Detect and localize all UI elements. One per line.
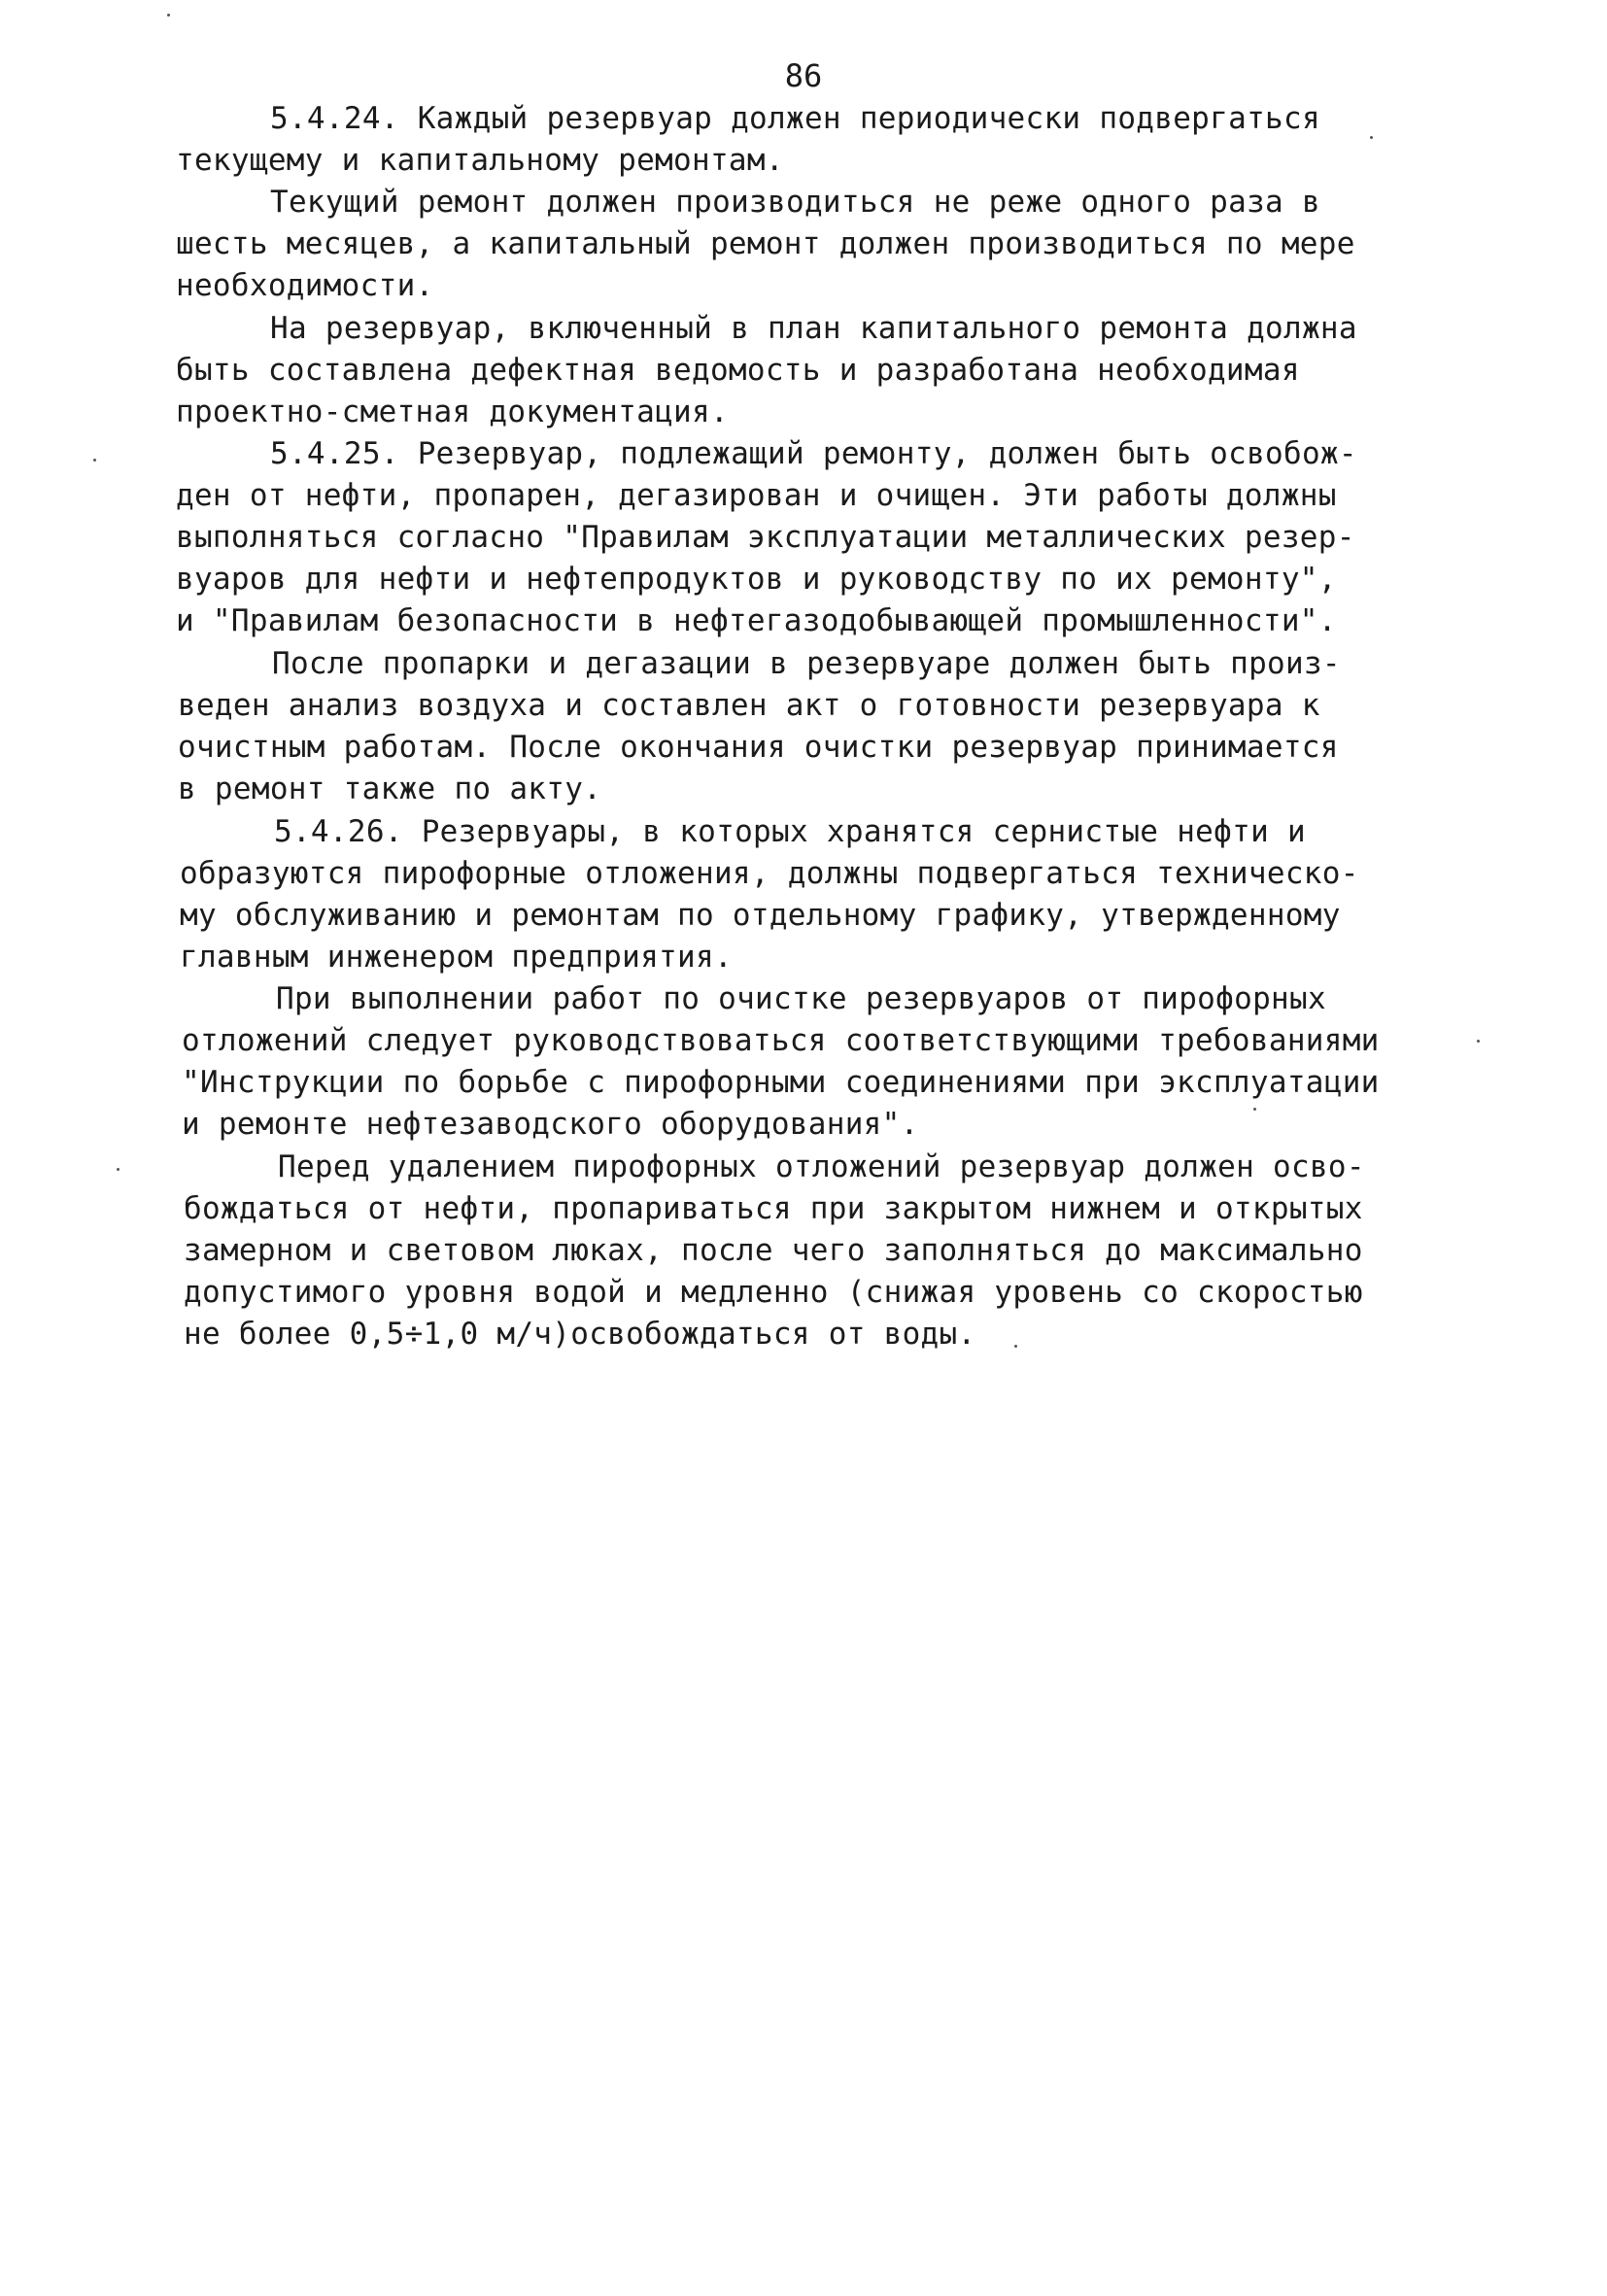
text-line: главным инженером предприятия. [180, 940, 733, 975]
scan-speck [1014, 1345, 1017, 1348]
text-line: отложений следует руководствоваться соответствующими требованиями [182, 1023, 1380, 1058]
text-line: Перед удалением пирофорных отложений резервуар должен осво- [278, 1149, 1365, 1184]
text-line: проектно-сметная документация. [176, 394, 729, 429]
scan-speck [117, 1168, 120, 1171]
text-line: в ремонт также по акту. [178, 771, 602, 806]
text-line: не более 0,5÷1,0 м/ч)освобождаться от воды. [184, 1317, 976, 1352]
text-line: очистным работам. После окончания очистки резервуар принимается [178, 730, 1339, 765]
scan-speck [1253, 1108, 1256, 1111]
text-line: "Инструкции по борьбе с пирофорными соединениями при эксплуатации [182, 1065, 1380, 1100]
text-line: и "Правилам безопасности в нефтегазодобывающей промышленности". [176, 603, 1337, 638]
text-line: выполняться согласно "Правилам эксплуатации металлических резер- [176, 520, 1355, 555]
page-number: 86 [784, 57, 823, 94]
text-line: шесть месяцев, а капитальный ремонт должен производиться по мере [176, 226, 1355, 261]
text-line: необходимости. [176, 268, 434, 303]
scan-speck [167, 14, 170, 17]
scan-speck [93, 459, 96, 462]
text-line: допустимого уровня водой и медленно (снижая уровень со скоростью [184, 1275, 1363, 1310]
text-line: 5.4.26. Резервуары, в которых хранятся сернистые нефти и [274, 814, 1306, 849]
text-line: му обслуживанию и ремонтам по отдельному графику, утвержденному [180, 898, 1341, 933]
text-line: Текущий ремонт должен производиться не реже одного раза в [270, 185, 1320, 220]
text-line: текущему и капитальному ремонтам. [176, 143, 784, 178]
text-line: После пропарки и дегазации в резервуаре должен быть произ- [272, 646, 1341, 681]
text-line: веден анализ воздуха и составлен акт о готовности резервуара к [178, 688, 1320, 723]
text-line: образуются пирофорные отложения, должны подвергаться техническо- [180, 856, 1359, 891]
text-line: бождаться от нефти, пропариваться при закрытом нижнем и открытых [184, 1191, 1363, 1226]
text-line: 5.4.25. Резервуар, подлежащий ремонту, должен быть освобож- [270, 436, 1357, 471]
text-line: На резервуар, включенный в план капитального ремонта должна [270, 311, 1357, 346]
text-line: и ремонте нефтезаводского оборудования". [182, 1107, 919, 1142]
text-line: При выполнении работ по очистке резервуаров от пирофорных [276, 981, 1326, 1016]
text-line: вуаров для нефти и нефтепродуктов и руководству по их ремонту", [176, 562, 1337, 597]
scan-speck [1370, 136, 1373, 139]
text-line: ден от нефти, пропарен, дегазирован и очищен. Эти работы должны [176, 478, 1337, 513]
text-line: 5.4.24. Каждый резервуар должен периодически подвергаться [270, 101, 1320, 136]
text-line: быть составлена дефектная ведомость и разработана необходимая [176, 353, 1300, 388]
scan-speck [1477, 1040, 1480, 1043]
text-line: замерном и световом люках, после чего заполняться до максимально [184, 1233, 1363, 1268]
